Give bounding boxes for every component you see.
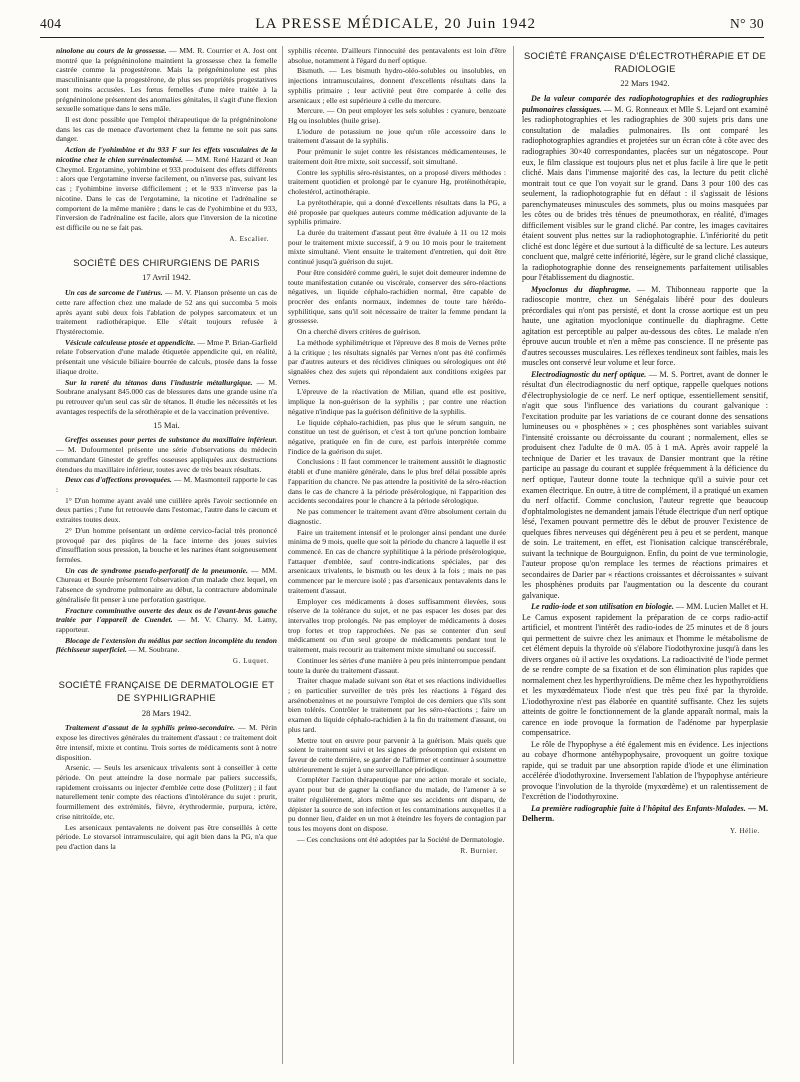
article-paragraph: syphilis récente. D'ailleurs l'innocuité des pentavalents est loin d'être absolue, notamment à l'égard du nerf optique. bbox=[288, 46, 506, 65]
article-paragraph: Greffes osseuses pour pertes de substance du maxillaire inférieur. — M. Dufourmentel présente une série d'observations du médecin commandant Ginestet de greffes osseuses appliquées aux destructions étendues du maxillaire inférieur, toutes avec de très beaux résultats. bbox=[56, 435, 277, 474]
article-paragraph: Employer ces médicaments à doses suffisamment élevées, sous réserve de la tolérance du sujet, et ne pas espacer les doses par des intervalles trop prolongés. Ne pas employer de médicaments à doses trop fortes et trop rapprochées. Ne pas se contenter d'un seul médicament ou d'un seul groupe de médicaments pendant tout le traitement, mais recourir au traitement mixte simultané ou successif. bbox=[288, 596, 506, 655]
article-paragraph: Le radio-iode et son utilisation en biologie. — MM. Lucien Mallet et H. Le Camus exposent rapidement la préparation de ce corps radio-actif artificiel, et montrent l'intérêt des radio-iodes de 25 minutes et de 8 jours qui permettent de suivre chez les animaux et l'homme le métabolisme de cet élément depuis la thyroïde où s'élabore l'iodothyroxine jusqu'à dans les divers organes où il active les oxydations. La radioactivité de l'iode permet de se rendre compte de sa fixation et de son élimination plus rapides que normalement chez les hyperthyroïdiens. De même chez les hypothyroïdiens et les myxœdémateux l'iode n'est que très peu fixé par la thyroïde. L'iodothyroxine n'est pas élaborée en quantité suffisante. Chez les sujets atteints de goitre le fonctionnement de la glande apparaît normal, mais la carence en iode provoque la formation de l'adénome par hyperplasie compensatrice. bbox=[522, 602, 768, 738]
article-paragraph: Mercure. — On peut employer les sels solubles : cyanure, benzoate Hg ou insolubles (huile grise). bbox=[288, 106, 506, 126]
article-paragraph: Conclusions : Il faut commencer le traitement aussitôt le diagnostic établi et d'une manière générale, dans le plus bref délai possible après l'apparition du chancre. Ne pas attendre la positivité de la séro-réaction dans le cas de chancre à la période présérologique, ni l'apparition des accidents secondaires pour le chancre à la période sérologique. bbox=[288, 457, 506, 506]
article-paragraph: Mettre tout en œuvre pour parvenir à la guérison. Mais quels que soient le traitement suivi et les signes de présomption qui existent en faveur de cette dernière, se garder de l'affirmer et continuer à soumettre ultérieurement le sujet à une surveillance périodique. bbox=[288, 735, 506, 774]
article-paragraph: On a cherché divers critères de guérison. bbox=[297, 327, 421, 337]
column-3 bbox=[522, 46, 768, 1072]
article-paragraph: Compléter l'action thérapeutique par une action morale et sociale, ayant pour but de gagner la confiance du malade, de l'amener à se traiter régulièrement, alors même que ses accidents ont disparu, de dépister la source de son infection et les contaminations auxquelles il a pu donner lieu, d'aider en un mot à éteindre les foyers de contagion par tous les moyens dont on dispose. bbox=[288, 775, 506, 834]
page-header bbox=[40, 11, 764, 37]
article-paragraph: Electrodiagnostic du nerf optique. — M. S. Portret, avant de donner le résultat d'un électrodiagnostic du nerf optique, rappelle quelques notions d'électrophysiologie de ce nerf. Le nerf optique, essentiellement sensitif, n'agit que sous l'influence des variations du courant galvanique : l'excitation produite par les variations de ce courant donne des sensations lumineuses ou « phosphènes » ; ces phosphènes sont variables suivant l'intensité croissante ou décroissante du courant ; normalement, elles se produisent chez l'adulte de 0 mA. 05 à 1 mA. Après avoir rappelé la technique de Darier et les travaux de Dansier montrant que la rétine participe au passage du courant et supplée fréquemment à la déficience du nerf optique, l'auteur donne toute la technique qu'il a suivie pour cet examen électrique. En outre, à titre de complément, il a pratiqué un examen du nerf olfactif. Comme conclusion, l'auteur regrette que beaucoup d'ophtalmologistes ne demandent jamais l'étude électrique d'un nerf optique lésé, l'examen pouvant permettre dès le début de prouver l'existence de quelques fibres nerveuses qui dégénèrent peu à peu et se perdent, manque de soin. Le traitement, en effet, est l'ionisation calcique transcérébrale, suivant la technique de Bourguignon. Enfin, du point de vue terminologie, l'auteur propose qu'on remplace les termes de réactions primaires et secondaires de Darier par « réactions croissantes et décroissantes » suivant les phosphènes produits par l'augmentation ou la descente du courant galvanique. bbox=[522, 369, 768, 600]
society-heading: SOCIÉTÉ FRANÇAISE D'ÉLECTROTHÉRAPIE ET DE RADIOLOGIE bbox=[523, 50, 767, 74]
article-paragraph: 1° D'un homme ayant avalé une cuillère après l'avoir sectionnée en deux parties ; l'une fut retrouvée dans l'estomac, l'autre dans le cæcum et extraites toutes deux. bbox=[56, 495, 277, 525]
article-paragraph: Il est donc possible que l'emploi thérapeutique de la prégnéninolone dans les cas de menace d'avortement chez la femme ne soit pas sans danger. bbox=[56, 115, 277, 144]
article-paragraph: La première radiographie faite à l'hôpital des Enfants-Malades. — M. Delherm. bbox=[522, 803, 768, 824]
article-paragraph: Deux cas d'affections provoquées. — M. Masmonteil rapporte le cas : bbox=[56, 475, 277, 494]
signature: A. Escalier. bbox=[229, 234, 269, 243]
article-paragraph: Un cas de sarcome de l'utérus. — M. V. Planson présente un cas de cette rare affection chez une malade de 52 ans qui succomba 5 mois après ayant subi deux fois l'ablation de polypes sarcomateux et un traitement radiothérapique. Elle s'était toujours refusée à l'hystérectomie. bbox=[56, 288, 277, 337]
article-paragraph: Le rôle de l'hypophyse a été également mis en évidence. Les injections au cobaye d'hormone antéhypophysaire, provoquent un goitre toxique rapide, qui se traduit par une absorption rapide d'iode et une élimination accélérée d'iodothyroxine. Inversement l'ablation de l'hypophyse antérieure provoque l'involution de la thyroïde (myxœdème) et un ralentissement de l'excrétion de l'iodothyroxine. bbox=[522, 739, 768, 802]
article-paragraph: De la valeur comparée des radiophotographies et des radiographies pulmonaires classiques. — M. G. Ronneaux et Mlle S. Lejard ont examiné les radiophotographies et les radiographies de 300 sujets pris dans une consultation de maladies pulmonaires. Ils ont comparé les radiophotographies agrandies et projetées sur un écran côte à côte avec des radiographies 30×40 correspondantes, placées sur un négatoscope. Pour eux, le film classique est toujours plus net et plus facile à lire que le petit cliché. Mais dans l'immense majorité des cas, la lecture du petit cliché montrait tout ce que l'on voyait sur le grand. Dans 3 pour 100 des cas seulement, la radiophotographie fut en défaut : il s'agissait de lésions parenchymateuses minuscules des sommets, plus ou moins masquées par les côtes ou de brides très ténues de pneumothorax, en réalité, d'images difficilement visibles sur le grand cliché. Par contre, les images cavitaires étaient souvent plus nettes sur la radiophotographie. L'infériorité du petit cliché est donc légère et due surtout à la difficulté de sa lecture. Les auteurs concluent que, malgré cette infériorité, légère, sur le grand cliché classique, la radiophotographie donne des renseignements parfaitement utilisables pour l'établissement du diagnostic. bbox=[522, 94, 768, 283]
column-divider bbox=[513, 46, 514, 1064]
session-date: 22 Mars 1942. bbox=[620, 78, 670, 89]
article-paragraph: Pour prémunir le sujet contre les résistances médicamenteuses, le traitement doit être mixte, soit successif, soit simultané. bbox=[288, 147, 506, 166]
article-paragraph: Traitement d'assaut de la syphilis primo-secondaire. — M. Périn expose les directives générales du traitement d'assaut : ce traitement doit être intensif, mixte et continu. Trois sortes de médicaments sont à notre disposition. bbox=[56, 723, 277, 762]
column-divider bbox=[282, 46, 283, 1064]
header-rule bbox=[40, 37, 764, 38]
article-paragraph: Continuer les séries d'une manière à peu près ininterrompue pendant toute la durée du traitement d'assaut. bbox=[288, 655, 506, 675]
page-number: 404 bbox=[40, 16, 62, 31]
article-paragraph: La durée du traitement d'assaut peut être évaluée à 11 ou 12 mois pour le traitement mixte successif, à 9 ou 10 mois pour le traitement mixte simultané. Vient ensuite le traitement d'entretien, qui doit être continué jusqu'à guérison du sujet. bbox=[288, 227, 506, 267]
article-paragraph: Faire un traitement intensif et le prolonger ainsi pendant une durée minima de 9 mois, quelle que soit la période du chancre à laquelle il est commencé. En cas de chancre syphilitique à la période présérologique, l'attaquer d'emblée, sauf contre-indications spéciales, par des arsenicaux trivalents, le bismuth ou les deux à la fois ; mais ne pas commencer par le mercure isolé ; pas d'arsenicaux pentavalents dans le traitement d'assaut. bbox=[288, 527, 506, 595]
column-2 bbox=[288, 46, 506, 1072]
article-paragraph: Un cas de syndrome pseudo-perforatif de la pneumonie. — MM. Chureau et Bourée présentent l'observation d'un malade chez lequel, en l'absence de syndrome pulmonaire au début, la contracture abdominale généralisée fit penser à une perforation gastrique. bbox=[56, 565, 277, 604]
session-date: 17 Avril 1942. bbox=[142, 272, 191, 283]
article-paragraph: Fracture comminutive ouverte des deux os de l'avant-bras gauche traitée par l'appareil de Cuendet. — M. V. Charry. M. Lamy, rapporteur. bbox=[56, 605, 277, 635]
article-paragraph: La méthode syphilimétrique et l'épreuve des 8 mois de Vernes prête à la critique ; les résultats signalés par Vernes n'ont pas été confirmés par d'autres auteurs et des récidives cliniques ou sérologiques ont été signalées chez des sujets qui répondaient aux conditions exigées par Vernes. bbox=[288, 337, 506, 386]
article-paragraph: L'iodure de potassium ne joue qu'un rôle accessoire dans le traitement d'assaut de la syphilis. bbox=[288, 126, 506, 146]
journal-title: LA PRESSE MÉDICALE, 20 Juin 1942 bbox=[255, 15, 537, 32]
article-paragraph: Vésicule calculeuse ptosée et appendicite. — Mme P. Brian-Garfield relate l'observation d'une malade étiquetée appendicite qui, en réalité, présentait une vésicule biliaire bourrée de calculs, ptosée dans la fosse iliaque droite. bbox=[56, 337, 277, 376]
article-paragraph: Bismuth. — Les bismuth hydro-oléo-solubles ou insolubles, en injections intramusculaires, donnent d'excellents résultats dans la syphilis primaire ; leur activité peut être comparée à celle des arsenicaux ; elle est supérieure à celle du mercure. bbox=[288, 66, 506, 105]
article-paragraph: ninolone au cours de la grossesse. — MM. R. Courrier et A. Jost ont montré que la prégnéninolone maintient la grossesse chez la femelle castrée comme la progestérone. Mais la prégnéninolone est plus masculinisante que la progestérone, de plus ses propriétés progestatives sont moins accusées. Les fœtus femelles d'une mère traitée à la prégnéninolone présentent des anomalies génitales, il s'agit d'une flexion sexuelle somatique dans le sens mâle. bbox=[56, 46, 277, 114]
article-paragraph: Traiter chaque malade suivant son état et ses réactions individuelles ; en particulier surveiller de très près les réactions à l'égard des arsénobenzènes et ne poursuivre l'emploi de ces derniers que s'ils sont bien tolérés. Contrôler le traitement par les séro-réactions ; faire un examen du liquide céphalo-rachidien à la fin du traitement d'assaut, ou plus tard. bbox=[288, 676, 506, 734]
article-paragraph: La pyrétothérapie, qui a donné d'excellents résultats dans la PG, a été proposée par quelques auteurs comme médication adjuvante de la syphilis primaire. bbox=[288, 197, 506, 227]
society-heading: SOCIÉTÉ FRANÇAISE DE DERMATOLOGIE ET DE SYPHILIGRAPHIE bbox=[58, 679, 275, 703]
article-paragraph: Myoclonus du diaphragme. — M. Thibonneau rapporte que la radioscopie montre, chez un Sénégalais libéré pour des douleurs précordiales qui n'ont pas persisté, et dont la crosse aortique est un peu haute, une agitation myoclonique continuelle du diaphragme. Cette agitation est perceptible au palper au-dessous des côtes. Le malade n'en éprouve aucun trouble et n'en a même pas conscience. Il ne présente pas d'autres secousses musculaires. Les réflexes tendineux sont faibles, mais les muscles ont conservé leur volume et leur force. bbox=[522, 284, 768, 368]
article-paragraph: Sur la rareté du tétanos dans l'industrie métallurgique. — M. Soubrane analysant 845.000 cas de blessures dans une grande usine n'a pu retrouver qu'un seul cas sûr de tétanos. Il étudie les nécessités et les avantages respectifs de la sérothérapie et de la vaccination préventive. bbox=[56, 377, 277, 416]
issue-number: N° 30 bbox=[729, 16, 764, 31]
society-heading: SOCIÉTÉ DES CHIRURGIENS DE PARIS bbox=[73, 256, 260, 268]
article-paragraph: Arsenic. — Seuls les arsenicaux trivalents sont à conseiller à cette période. On peut atteindre la dose normale par paliers successifs, rapidement croissants ou injecter d'emblée cette dose (Politzer) ; il faut naturellement tenir compte des réactions d'intolérance du sujet : prurit, fourmillement des extrémités, fièvre, érythrodermie, purpura, ictère, crise nitritoïde, etc. bbox=[56, 763, 277, 821]
article-paragraph: Ne pas commencer le traitement avant d'être absolument certain du diagnostic. bbox=[288, 507, 506, 526]
article-paragraph: Pour être considéré comme guéri, le sujet doit demeurer indemne de toute manifestation cutanée ou viscérale, conserver des séro-réactions négatives, un liquide céphalo-rachidien normal, être capable de procréer des enfants normaux, indemnes de toute tare hérédo-syphilitique, sans qu'il soit nécessaire de traiter la femme pendant la grossesse. bbox=[288, 267, 506, 326]
article-paragraph: Blocage de l'extension du médius par section incomplète du tendon fléchisseur superficiel. — M. Soubrane. bbox=[56, 635, 277, 655]
article-paragraph: — Ces conclusions ont été adoptées par la Société de Dermatologie. bbox=[297, 834, 505, 844]
session-date: 15 Mai. bbox=[153, 419, 180, 430]
session-date: 28 Mars 1942. bbox=[141, 707, 192, 718]
article-paragraph: Le liquide céphalo-rachidien, pas plus que le sérum sanguin, ne constitue un test de guérison, et c'est à tort qu'une ponction lombaire négative, pratiquée en fin de cure, est parfois interprétée comme l'indice de la guérison du sujet. bbox=[288, 417, 506, 456]
signature: Y. Hélie. bbox=[730, 827, 760, 835]
article-paragraph: Contre les syphilis séro-résistantes, on a proposé divers méthodes : traitement quotidien et prolongé par le cyanure Hg, protéinothérapie, cholestérol, actinothérapie. bbox=[288, 167, 506, 197]
article-paragraph: 2° D'un homme présentant un œdème cervico-facial très prononcé provoqué par des piqûres de la face interne des joues suivies d'insufflation sous pression, la bouche et les narines étant soigneusement fermées. bbox=[56, 525, 277, 565]
article-paragraph: Action de l'yohimbine et du 933 F sur les effets vasculaires de la nicotine chez le chien surrénalectomisé. — MM. René Hazard et Jean Cheymol. Ergotamine, yohimbine et 933 produisent des effets différents : alors que l'ergotamine inverse facilement, ou n'inverse pas, suivant les cas ; l'yohimbine inverse difficilement ; et le 933 n'inverse pas la nicotine. Dans le cas de l'ergotamine, la nicotine et l'adrénaline se comportent de la même manière ; dans le cas de l'yohimbine et du 933, l'inversion de l'adrénaline est facile, alors que l'inversion de la nicotine est difficile ou ne se fait pas. bbox=[56, 145, 277, 232]
article-paragraph: L'épreuve de la réactivation de Milian, quand elle est positive, implique la non-guérison de la syphilis ; par contre une réaction négative n'indique pas la guérison définitive de la syphilis. bbox=[288, 387, 506, 416]
column-1 bbox=[56, 46, 277, 1072]
signature: G. Luquet. bbox=[232, 657, 269, 666]
signature: R. Burnier. bbox=[460, 846, 498, 855]
article-paragraph: Les arsenicaux pentavalents ne doivent pas être conseillés à cette période. Le stovarsol intramusculaire, qui agit bien dans la PG, n'a que peu d'action dans la bbox=[56, 822, 277, 852]
